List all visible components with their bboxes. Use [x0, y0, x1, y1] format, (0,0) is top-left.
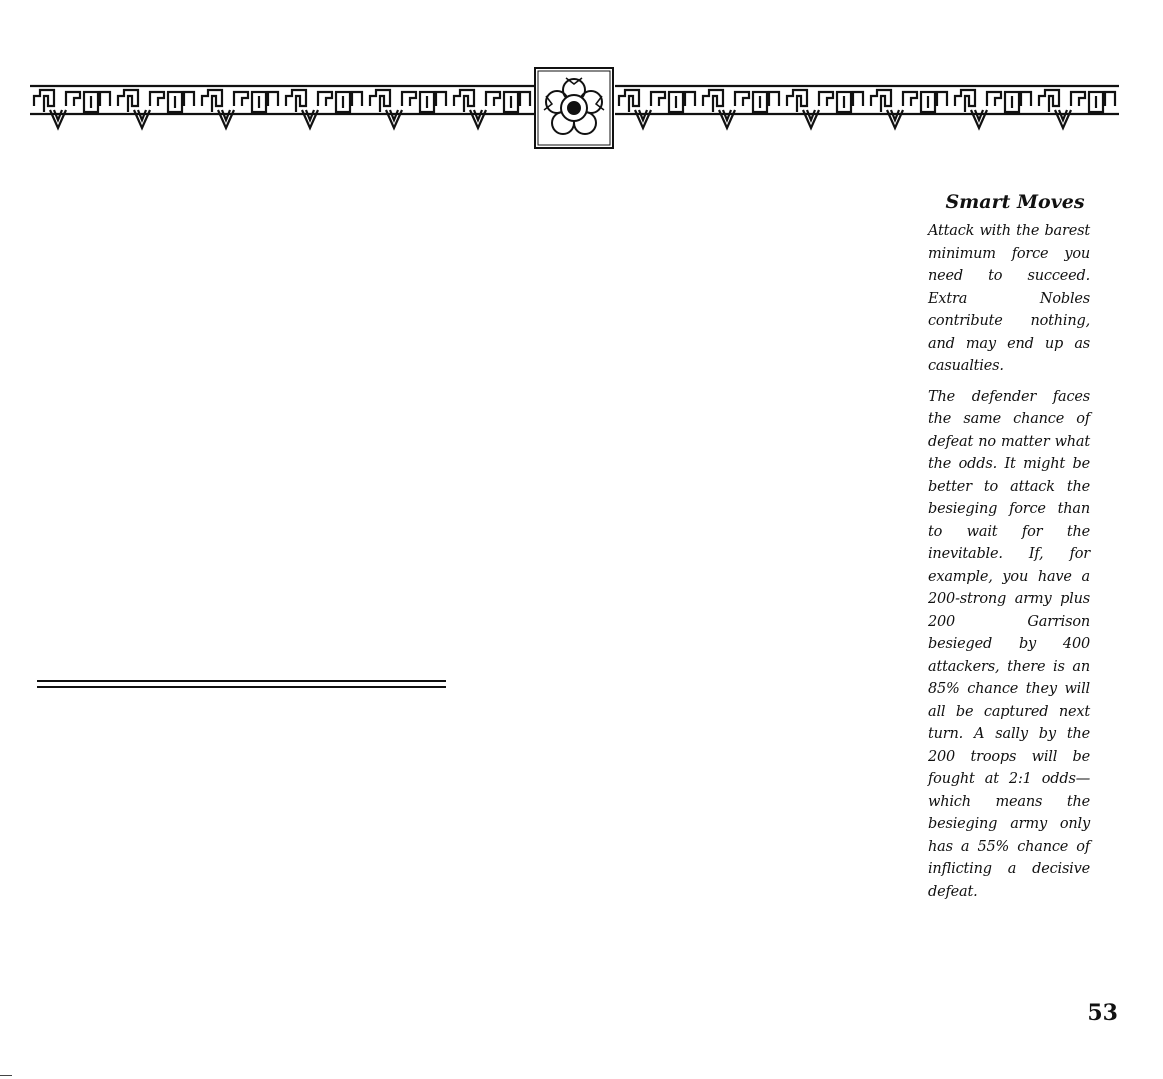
sidebar-title: Smart Moves [945, 191, 1085, 213]
scan-mark [0, 1075, 12, 1076]
sidebar-paragraph: Attack with the barest minimum force you need to succeed. Extra Nobles contribute nothing, and may end up as casualties. [928, 223, 1090, 374]
page-number: 53 [1087, 1000, 1118, 1026]
header-border [30, 62, 1125, 158]
sidebar-paragraph: The defender faces the same chance of defeat no matter what the odds. It might be better to attack the besieging force than to wait for the inevitable. If, for example, you have a 200-strong army plus 200 Garrison besieged by 400 attackers, there is an 85% chance they will all be captured next turn. A sally by the 200 troops will be fought at 2:1 odds—which means the besieging army only has a 55% chance of inflicting a decisive defeat. [928, 388, 1090, 900]
rule-line [37, 686, 446, 688]
double-rule-divider [37, 680, 446, 689]
rule-line [37, 680, 446, 682]
sidebar [928, 188, 1090, 911]
greek-key-border-icon [30, 62, 1125, 158]
